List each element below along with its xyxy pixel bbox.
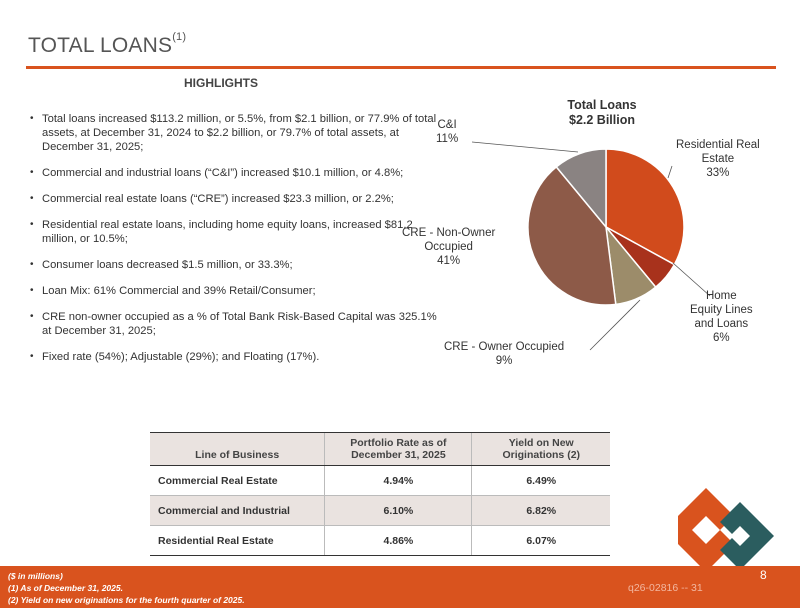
cell-yield: 6.49% xyxy=(472,466,610,496)
page-title-text: TOTAL LOANS xyxy=(28,34,173,57)
document-code: q26-02816 -- 31 xyxy=(628,582,703,594)
slice-label-line: and Loans xyxy=(694,318,749,330)
slice-label-line: Residential Real xyxy=(676,139,760,151)
page-title-footnote-ref: (1) xyxy=(172,31,187,43)
footnote-2: (2) Yield on new originations for the fourth quarter of 2025. xyxy=(8,595,245,605)
slice-label-line: 33% xyxy=(706,167,730,179)
leader-line-ci xyxy=(472,142,578,152)
highlight-item: • Residential real estate loans, including home equity loans, increased $81.2 million, or 10.5%; xyxy=(30,218,440,246)
slice-label-line: CRE - Non-Owner xyxy=(402,227,496,239)
highlight-item: • Total loans increased $113.2 million, or 5.5%, from $2.1 billion, or 77.9% of total assets, at December 31, 2024 to $2.2 billion, or 79.7% of total assets, at December 31, 2025; xyxy=(30,112,440,154)
chart-title-line: Total Loans xyxy=(567,98,637,112)
cell-line-of-business: Commercial and Industrial xyxy=(150,496,325,526)
cell-yield: 6.07% xyxy=(472,526,610,556)
table-row xyxy=(150,496,610,526)
company-logo xyxy=(674,484,778,576)
highlight-item: • CRE non-owner occupied as a % of Total Bank Risk-Based Capital was 325.1% at December 31, 2025; xyxy=(30,310,440,338)
table-row xyxy=(150,466,610,496)
slice-label-line: 6% xyxy=(713,332,730,344)
title-rule xyxy=(26,66,776,69)
slice-label-line: 41% xyxy=(437,255,461,267)
cell-portfolio-rate: 4.94% xyxy=(325,466,472,496)
page-number: 8 xyxy=(760,568,767,582)
highlight-item: • Loan Mix: 61% Commercial and 39% Retail/Consumer; xyxy=(30,284,440,298)
column-header-line-of-business: Line of Business xyxy=(150,433,325,466)
column-header-yield: Yield on New Originations (2) xyxy=(472,433,610,466)
footnotes xyxy=(8,570,245,606)
highlight-item: • Fixed rate (54%); Adjustable (29%); and Floating (17%). xyxy=(30,350,440,364)
page-title xyxy=(28,31,187,58)
highlights-heading: HIGHLIGHTS xyxy=(184,76,258,90)
pie-slices xyxy=(528,149,684,305)
cell-portfolio-rate: 4.86% xyxy=(325,526,472,556)
highlight-item: • Commercial real estate loans (“CRE”) increased $23.3 million, or 2.2%; xyxy=(30,192,440,206)
slice-label-residential xyxy=(676,138,760,180)
highlight-item: • Commercial and industrial loans (“C&I”) increased $10.1 million, or 4.8%; xyxy=(30,166,440,180)
highlights-list xyxy=(30,112,440,376)
slice-label-line: 11% xyxy=(436,133,459,145)
chart-subtitle-line: $2.2 Billion xyxy=(569,113,635,127)
slice-label-line: Occupied xyxy=(424,241,473,253)
slice-label-line: Estate xyxy=(701,153,735,165)
slice-label-cre-non-owner xyxy=(402,226,495,268)
table-row xyxy=(150,526,610,556)
slice-label-line: 9% xyxy=(495,355,513,367)
cell-yield: 6.82% xyxy=(472,496,610,526)
table-header-row xyxy=(150,433,610,466)
column-header-portfolio-rate: Portfolio Rate as of December 31, 2025 xyxy=(325,433,472,466)
slice-label-line: Equity Lines xyxy=(690,304,753,316)
slice-label-ci xyxy=(436,118,458,146)
logo-orange-mark xyxy=(678,488,734,572)
cell-line-of-business: Commercial Real Estate xyxy=(150,466,325,496)
yield-table xyxy=(150,432,610,556)
footnote-units: ($ in millions) xyxy=(8,571,63,581)
slice-label-line: C&I xyxy=(437,119,457,131)
leader-line-cre-owner xyxy=(590,300,640,350)
footnote-1: (1) As of December 31, 2025. xyxy=(8,583,123,593)
slice-label-line: Home xyxy=(705,290,737,302)
slice-label-home-equity xyxy=(690,289,753,345)
highlight-item: • Consumer loans decreased $1.5 million, or 33.3%; xyxy=(30,258,440,272)
leader-line-residential xyxy=(668,166,672,178)
cell-portfolio-rate: 6.10% xyxy=(325,496,472,526)
slice-label-cre-owner xyxy=(444,340,564,368)
cell-line-of-business: Residential Real Estate xyxy=(150,526,325,556)
slice-label-line: CRE - Owner Occupied xyxy=(444,341,565,353)
